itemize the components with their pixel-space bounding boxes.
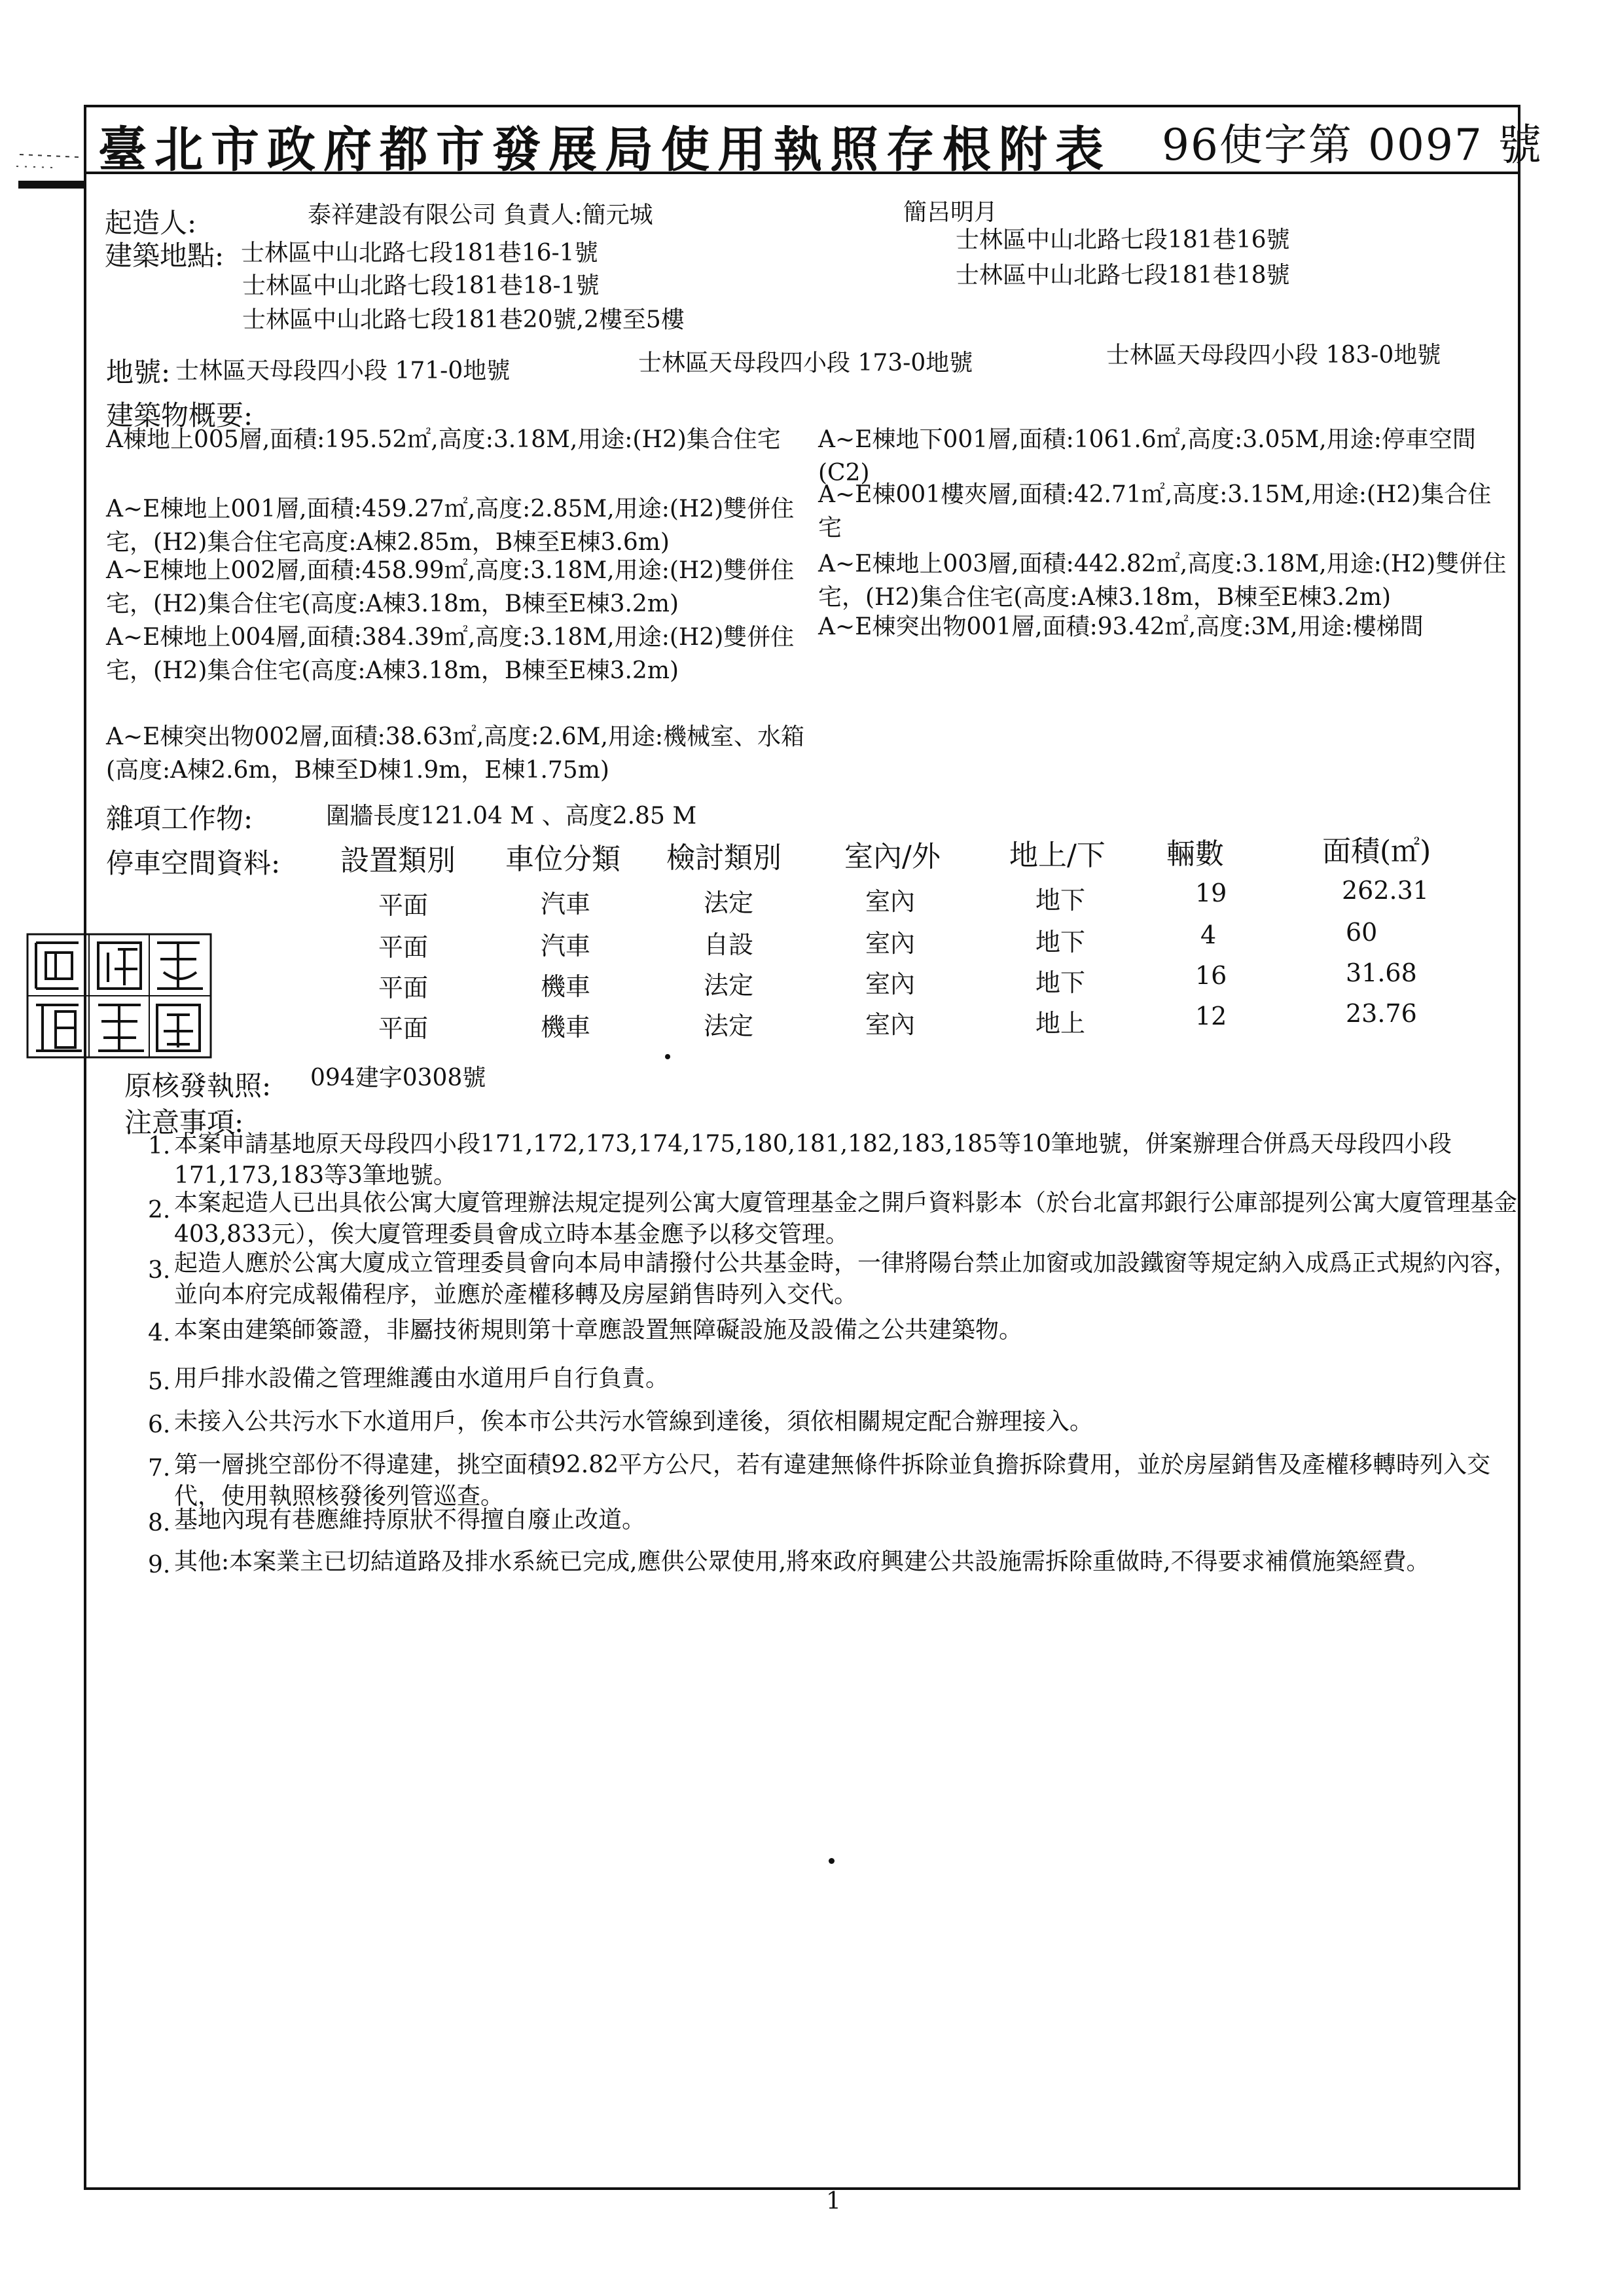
parking-cell: 地下 <box>1035 886 1086 915</box>
owner-label: 起造人: <box>105 207 197 239</box>
parking-cell: 地下 <box>1035 968 1086 997</box>
parking-cell: 60 <box>1346 918 1378 947</box>
parking-cell: 23.76 <box>1346 999 1417 1028</box>
document-title: 臺北市政府都市發展局使用執照存根附表 <box>98 122 1111 178</box>
note-text: 本案申請基地原天母段四小段171,172,173,174,175,180,181,182,183,185等10筆地號，併案辦理合併爲天母段四小段171,173,183等3筆地號。 <box>174 1131 1452 1189</box>
overview-item: A~E棟地下001層,面積:1061.6㎡,高度:3.05M,用途:停車空間(C2) <box>818 426 1476 486</box>
note-number: 9. <box>148 1552 171 1578</box>
parking-header: 室內/外 <box>844 840 941 873</box>
note-text: 起造人應於公寓大廈成立管理委員會向本局申請撥付公共基金時，一律將陽台禁止加窗或加設鐵窗等規定納入成爲正式規約內容，並向本府完成報備程序，並應於產權移轉及房屋銷售時列入交代。 <box>174 1250 1518 1308</box>
seal-stamp-icon <box>26 933 213 1061</box>
owner-company: 泰祥建設有限公司 負責人:簡元城 <box>308 202 653 228</box>
parking-cell: 31.68 <box>1346 958 1417 987</box>
parking-cell: 機車 <box>541 972 591 1001</box>
parking-cell: 平面 <box>378 1014 429 1043</box>
overview-item: A~E棟地上002層,面積:458.99㎡,高度:3.18M,用途:(H2)雙併住宅，(H2)集合住宅(高度:A棟3.18m，B棟至E棟3.2m) <box>106 557 795 617</box>
parking-cell: 室內 <box>865 929 916 958</box>
parking-header: 檢討類別 <box>666 841 782 875</box>
lot-number: 士林區天母段四小段 173-0地號 <box>638 350 973 376</box>
note-number: 7. <box>148 1455 171 1482</box>
note-number: 6. <box>148 1412 171 1438</box>
overview-item: A~E棟突出物001層,面積:93.42㎡,高度:3M,用途:樓梯間 <box>818 613 1424 640</box>
note-text: 未接入公共污水下水道用戶，俟本市公共污水管線到達後，須依相關規定配合辦理接入。 <box>174 1408 1094 1435</box>
parking-cell: 16 <box>1195 961 1227 990</box>
note-number: 4. <box>148 1320 171 1347</box>
notes-label: 注意事項: <box>124 1106 244 1139</box>
note-text: 其他:本案業主已切結道路及排水系統已完成,應供公眾使用,將來政府興建公共設施需拆除重做時,不得要求補償施築經費。 <box>174 1548 1430 1575</box>
parking-cell: 4 <box>1200 920 1217 949</box>
lot-number: 士林區天母段四小段 171-0地號 <box>175 357 511 384</box>
parking-cell: 19 <box>1195 879 1227 907</box>
note-number: 3. <box>148 1257 171 1284</box>
permit-number: 96使字第 0097 號 <box>1162 120 1543 170</box>
overview-item: A~E棟突出物002層,面積:38.63㎡,高度:2.6M,用途:機械室、水箱(高度:A棟2.6m，B棟至D棟1.9m，E棟1.75m) <box>106 723 805 784</box>
overview-item: A~E棟001樓夾層,面積:42.71㎡,高度:3.15M,用途:(H2)集合住宅 <box>818 481 1492 541</box>
parking-cell: 法定 <box>704 888 754 917</box>
overview-item: A~E棟地上004層,面積:384.39㎡,高度:3.18M,用途:(H2)雙併住宅，(H2)集合住宅(高度:A棟3.18m，B棟至E棟3.2m) <box>106 624 795 684</box>
parking-header: 面積(㎡) <box>1322 835 1431 868</box>
site-address: 士林區中山北路七段181巷18-1號 <box>242 272 600 299</box>
note-number: 5. <box>148 1368 171 1395</box>
site-address: 士林區中山北路七段181巷18號 <box>956 262 1290 289</box>
parking-header: 車位分類 <box>505 843 620 876</box>
note-text: 本案由建築師簽證，非屬技術規則第十章應設置無障礙設施及設備之公共建築物。 <box>174 1317 1023 1343</box>
parking-cell: 汽車 <box>541 890 591 919</box>
parking-cell: 平面 <box>378 891 429 920</box>
lots-label: 地號: <box>106 356 171 388</box>
parking-cell: 12 <box>1195 1002 1227 1030</box>
note-number: 1. <box>148 1133 171 1159</box>
parking-cell: 地上 <box>1035 1009 1086 1038</box>
overview-label: 建築物概要: <box>106 399 253 431</box>
overview-item: A~E棟地上003層,面積:442.82㎡,高度:3.18M,用途:(H2)雙併住宅，(H2)集合住宅(高度:A棟3.18m，B棟至E棟3.2m) <box>818 551 1507 611</box>
owner-person: 簡呂明月 <box>903 199 998 226</box>
parking-cell: 262.31 <box>1342 876 1429 905</box>
overview-item: A~E棟地上001層,面積:459.27㎡,高度:2.85M,用途:(H2)雙併住宅，(H2)集合住宅高度:A棟2.85m，B棟至E棟3.6m) <box>106 496 795 556</box>
misc-value: 圍牆長度121.04 M 、高度2.85 M <box>326 803 697 829</box>
note-text: 用戶排水設備之管理維護由水道用戶自行負責。 <box>174 1365 670 1392</box>
parking-cell: 室內 <box>865 1010 916 1039</box>
parking-cell: 自設 <box>704 930 754 959</box>
parking-cell: 汽車 <box>541 932 591 960</box>
parking-cell: 機車 <box>541 1013 591 1042</box>
parking-cell: 法定 <box>704 971 754 1000</box>
parking-cell: 室內 <box>865 970 916 998</box>
parking-cell: 地下 <box>1035 928 1086 957</box>
parking-label: 停車空間資料: <box>106 847 281 879</box>
speck <box>829 1858 835 1864</box>
parking-cell: 平面 <box>378 974 429 1002</box>
original-license-label: 原核發執照: <box>124 1070 272 1102</box>
site-address: 士林區中山北路七段181巷16號 <box>956 227 1290 253</box>
note-text: 第一層挑空部份不得違建，挑空面積92.82平方公尺，若有違建無條件拆除並負擔拆除費用，並於房屋銷售及產權移轉時列入交代，使用執照核發後列管巡查。 <box>174 1451 1491 1510</box>
parking-cell: 法定 <box>704 1011 754 1040</box>
site-address: 士林區中山北路七段181巷20號,2樓至5樓 <box>242 306 685 333</box>
note-number: 2. <box>148 1197 171 1224</box>
scan-mark-icon <box>13 148 92 194</box>
overview-item: A棟地上005層,面積:195.52㎡,高度:3.18M,用途:(H2)集合住宅 <box>106 426 781 453</box>
misc-label: 雜項工作物: <box>106 803 253 835</box>
site-label: 建築地點: <box>105 240 225 272</box>
site-address: 士林區中山北路七段181巷16-1號 <box>241 240 598 266</box>
note-text: 本案起造人已出具依公寓大廈管理辦法規定提列公寓大廈管理基金之開戶資料影本（於台北富邦銀行公庫部提列公寓大廈管理基金403,833元），俟大廈管理委員會成立時本基金應予以移交管理。 <box>174 1190 1518 1248</box>
parking-header: 地上/下 <box>1009 839 1106 872</box>
parking-header: 設置類別 <box>340 844 456 877</box>
parking-cell: 室內 <box>865 887 916 916</box>
speck <box>665 1054 670 1059</box>
page-number: 1 <box>826 2188 841 2215</box>
parking-cell: 平面 <box>378 933 429 962</box>
note-number: 8. <box>148 1510 171 1537</box>
note-text: 基地內現有巷應維持原狀不得擅自廢止改道。 <box>174 1506 646 1533</box>
original-license-value: 094建字0308號 <box>310 1065 486 1091</box>
parking-header: 輛數 <box>1166 837 1224 871</box>
lot-number: 士林區天母段四小段 183-0地號 <box>1106 342 1441 369</box>
